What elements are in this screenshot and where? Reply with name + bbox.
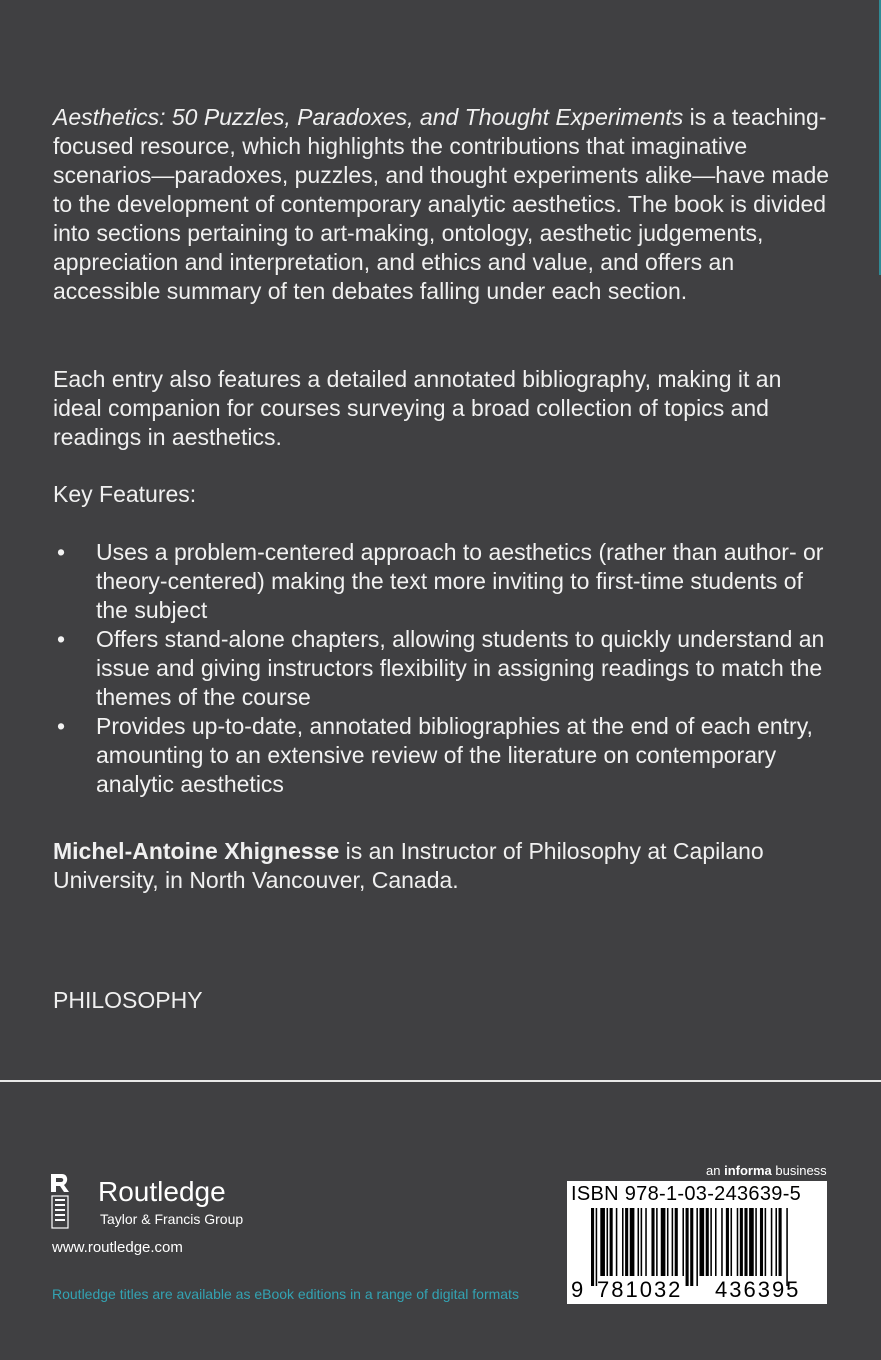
informa-suffix: business [771,1163,827,1178]
barcode-bar [675,1208,678,1276]
barcode-bar [656,1208,658,1276]
barcode-bar [600,1208,605,1276]
publisher-logo [48,1172,268,1232]
barcode-digits [567,1277,827,1303]
barcode-digit-lead: 9 [571,1277,584,1302]
barcode-bar [672,1208,674,1276]
barcode-bar [682,1208,684,1276]
barcode-bar [775,1208,777,1276]
barcode-bar [700,1208,705,1276]
feature-text: Uses a problem-centered approach to aesthetics (rather than author- or theory-centered) making the text more inviting to first-time students of the subject [96,539,824,623]
barcode-bar [696,1208,698,1286]
barcode-bar [607,1208,609,1276]
book-title: Aesthetics: 50 Puzzles, Paradoxes, and Thought Experiments [53,104,684,130]
bullet-icon: • [57,713,66,739]
barcode-bar [721,1208,723,1276]
barcode-bar [630,1208,635,1276]
ebook-note: Routledge titles are available as eBook editions in a range of digital formats [52,1286,519,1302]
barcode-bar [622,1208,624,1276]
feature-text: Provides up-to-date, annotated bibliographies at the end of each entry, amounting to an extensive review of the literature on contemporary analytic aesthetics [96,713,813,797]
author-bio [53,837,833,895]
barcode-bar [641,1208,643,1276]
barcode-bar [786,1208,788,1286]
barcode-bar [638,1208,640,1276]
isbn-barcode [567,1181,827,1304]
bullet-icon: • [57,539,66,565]
barcode-bar [749,1208,754,1276]
informa-tagline [706,1163,827,1178]
informa-brand: informa [724,1163,772,1178]
barcode-digit-group-2: 436395 [715,1277,801,1302]
barcode-bar [744,1208,747,1276]
barcode-bar [690,1208,693,1286]
isbn-number: ISBN 978-1-03-243639-5 [571,1183,802,1205]
barcode-bar [706,1208,709,1276]
barcode-bar [765,1208,767,1276]
barcode-bar [726,1208,729,1276]
routledge-logo-icon [48,1172,72,1230]
barcode-bar [616,1208,618,1276]
author-bio-text: is an Instructor of Philosophy at Capilano University, in North Vancouver, Canada. [53,838,764,893]
barcode-bar [710,1208,712,1276]
barcode-bar [760,1208,763,1276]
barcode-bar [779,1208,782,1276]
list-item [53,712,833,799]
blurb-text: is a teaching-focused resource, which highlights the contributions that imaginative scenarios—paradoxes, puzzles, and thought experiments alike—have made to the development of contemporary analytic aesthetics. The book is divided into sections pertaining to art-making, ontology, aesthetic judgements, appreciation and interpretation, and ethics and value, and offers an accessible summary of ten debates falling under each section. [53,104,830,304]
informa-prefix: an [706,1163,725,1178]
barcode-bar [625,1208,628,1276]
publisher-website[interactable]: www.routledge.com [52,1239,183,1256]
barcode-bar [591,1208,594,1286]
list-item [53,625,833,712]
key-features-heading: Key Features: [53,481,197,507]
barcode-digit-group-1: 781032 [597,1277,683,1302]
publisher-group: Taylor & Francis Group [100,1211,244,1227]
publisher-name: Routledge [98,1176,226,1207]
barcode-bar [596,1208,598,1286]
barcode-bar [771,1208,773,1276]
author-name: Michel-Antoine Xhignesse [53,838,340,864]
bullet-icon: • [57,626,66,652]
subject-category: PHILOSOPHY [53,987,203,1013]
feature-text: Offers stand-alone chapters, allowing students to quickly understand an issue and giving instructors flexibility in assigning readings to match the themes of the course [96,626,825,710]
barcode-bar [645,1208,647,1276]
barcode-bars [569,1208,825,1288]
barcode-bar [667,1208,669,1276]
barcode-bar [651,1208,654,1276]
barcode-bar [755,1208,757,1276]
barcode-bar [661,1208,666,1276]
barcode-bar [731,1208,733,1276]
barcode-bar [737,1208,739,1276]
barcode-bar [610,1208,613,1276]
list-item [53,538,833,625]
features-list [53,538,833,799]
blurb-paragraph [53,103,833,306]
divider [0,1080,881,1082]
entry-paragraph: Each entry also features a detailed annotated bibliography, making it an ideal companion for courses surveying a broad collection of topics and readings in aesthetics. [53,366,782,450]
barcode-bar [686,1208,689,1286]
barcode-bar [715,1208,717,1276]
barcode-bar [740,1208,743,1276]
